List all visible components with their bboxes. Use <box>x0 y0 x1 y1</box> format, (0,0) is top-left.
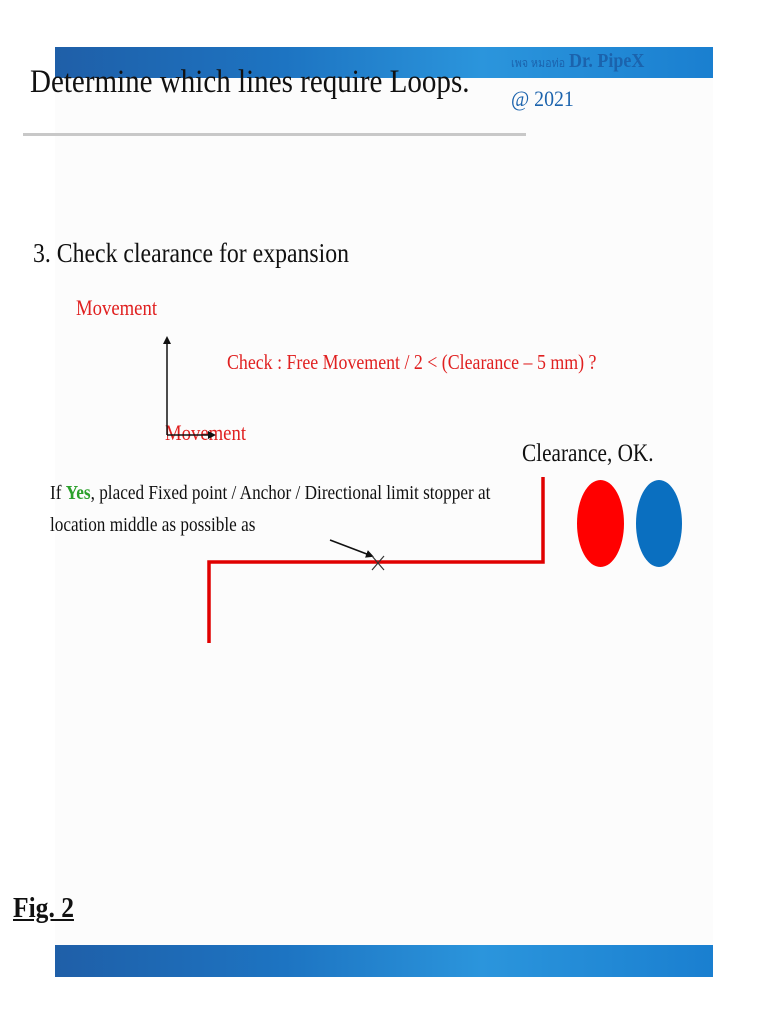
figure-label: Fig. 2 <box>13 892 74 924</box>
section-heading: 3. Check clearance for expansion <box>33 238 350 268</box>
movement-horizontal-label: Movement <box>165 420 247 445</box>
red-clearance-dot <box>577 480 624 567</box>
instruction-line1: , placed Fixed point / Anchor / Directional limit stopper at <box>90 482 491 504</box>
brand-prefix: เพจ หมอท่อ <box>511 56 566 70</box>
check-formula: Check : Free Movement / 2 < (Clearance – 5 mm) ? <box>227 350 597 374</box>
instruction-yes: Yes <box>65 482 91 504</box>
blue-clearance-dot <box>636 480 682 567</box>
clearance-ok-label: Clearance, OK. <box>522 440 654 467</box>
movement-vertical-label: Movement <box>76 295 158 320</box>
brand-name: Dr. PipeX <box>568 50 645 72</box>
instruction-line2: location middle as possible as <box>50 514 256 536</box>
copyright-year: @ 2021 <box>511 86 574 111</box>
slide-title: Determine which lines require Loops. <box>30 64 470 100</box>
instruction-prefix: If <box>50 482 66 504</box>
midpoint-pointer-arrow <box>330 540 372 556</box>
